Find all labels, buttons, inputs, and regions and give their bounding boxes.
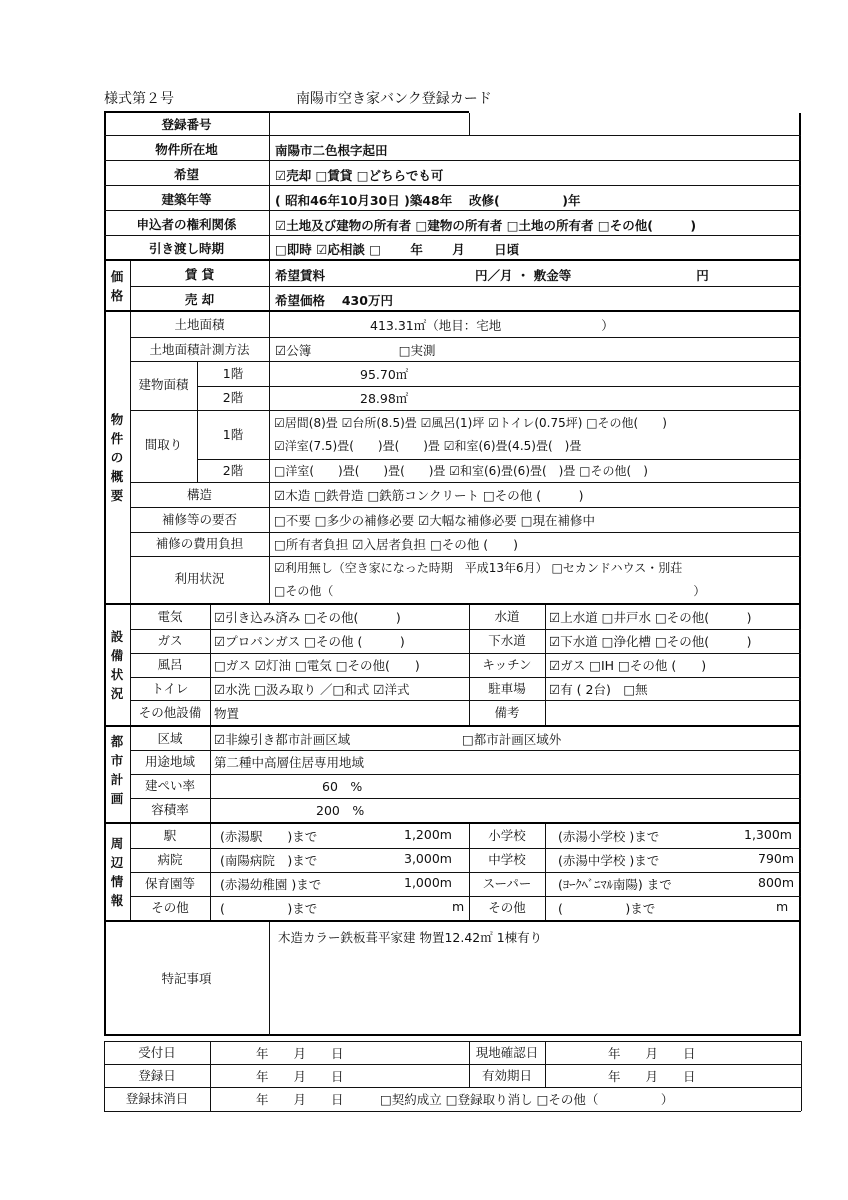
label-bldg-area: 建物面積	[138, 377, 189, 392]
label-gas: ガス	[157, 633, 183, 648]
section-price: 価格	[110, 269, 124, 303]
value-elementary-dist: 1,300m	[744, 827, 792, 842]
value-structure: ☑木造 □鉄骨造 □鉄筋コンクリート □その他 ( )	[274, 488, 584, 503]
value-nursery-name: (赤湯幼稚園 )まで	[220, 877, 322, 892]
value-rent: 希望賃料 円／月 ・ 敷金等 円	[275, 268, 709, 283]
value-zone-a: ☑非線引き都市計画区域	[214, 732, 351, 747]
value-parking: ☑有 ( 2台) □無	[549, 682, 648, 697]
label-special-notes: 特記事項	[161, 971, 212, 986]
label-madori-f1: 1階	[222, 427, 244, 442]
label-madori: 間取り	[144, 437, 183, 452]
label-built: 建築年等	[161, 192, 212, 207]
label-handover: 引き渡し時期	[148, 241, 224, 256]
label-repair: 補修等の要否	[161, 512, 237, 527]
form-number: 様式第２号	[104, 91, 174, 107]
label-station: 駅	[163, 828, 177, 843]
label-land-area: 土地面積	[174, 317, 225, 332]
value-supermarket-dist: 800m	[758, 875, 795, 890]
page-title: 南陽市空き家バンク登録カード	[296, 91, 492, 107]
value-sewer: ☑下水道 □浄化槽 □その他( )	[549, 634, 752, 649]
value-usage-1: ☑利用無し（空き家になった時期 平成13年6月） □セカンドハウス・別荘	[274, 561, 683, 575]
value-electric: ☑引き込み済み □その他( )	[214, 610, 401, 625]
label-repair-cost: 補修の費用負担	[155, 536, 244, 551]
value-repair: □不要 □多少の補修必要 ☑大幅な補修必要 □現在補修中	[274, 513, 596, 528]
value-land-area: 413.31㎡（地目：宅地 ）	[370, 318, 614, 333]
value-usage-2: □その他（ ）	[274, 584, 706, 598]
section-nearby: 周辺情報	[110, 836, 124, 908]
section-facilities: 設備状況	[110, 629, 124, 701]
value-sale: 希望価格 430万円	[275, 293, 393, 308]
value-nursery-dist: 1,000m	[404, 875, 452, 890]
label-nursery: 保育園等	[144, 876, 195, 891]
value-other-near-2-dist: m	[776, 899, 789, 914]
value-rights: ☑土地及び建物の所有者 □建物の所有者 □土地の所有者 □その他( )	[275, 218, 697, 233]
value-registered-date: 年 月 日	[256, 1069, 344, 1084]
label-reg-no: 登録番号	[161, 117, 212, 132]
value-supermarket-name: (ﾖｰｸﾍﾞﾆﾏﾙ南陽) まで	[558, 877, 672, 892]
label-zone: 区域	[157, 731, 183, 746]
label-rent: 賃 貸	[184, 267, 215, 282]
value-repair-cost: □所有者負担 ☑入居者負担 □その他 ( )	[274, 537, 519, 552]
label-expiry-date: 有効期日	[481, 1068, 532, 1083]
label-supermarket: スーパー	[482, 876, 532, 891]
value-special-notes: 木造カラー鉄板葺平家建 物置12.42㎡ 1棟有り	[278, 930, 543, 945]
label-kitchen: キッチン	[482, 657, 532, 672]
value-elementary-name: (赤湯小学校 )まで	[558, 829, 660, 844]
label-location: 物件所在地	[155, 142, 218, 157]
value-toilet: ☑水洗 □汲み取り ／□和式 ☑洋式	[214, 682, 410, 697]
value-wish: ☑売却 □賃貸 □どちらでも可	[275, 168, 444, 183]
value-hospital-name: (南陽病院 )まで	[220, 853, 318, 868]
label-rights: 申込者の権利関係	[136, 217, 237, 232]
label-usage: 利用状況	[174, 571, 225, 586]
value-station-dist: 1,200m	[404, 827, 452, 842]
value-coverage: 60 %	[322, 779, 363, 794]
label-coverage: 建ぺい率	[144, 778, 195, 793]
value-received-date: 年 月 日	[256, 1046, 344, 1061]
value-bath: □ガス ☑灯油 □電気 □その他( )	[214, 658, 420, 673]
label-bath: 風呂	[157, 657, 183, 672]
value-floor2-area: 28.98㎡	[360, 391, 409, 406]
section-city-planning: 都市計画	[110, 734, 124, 806]
label-received-date: 受付日	[138, 1045, 176, 1060]
value-measure: ☑公簿 □実測	[275, 343, 436, 358]
label-structure: 構造	[186, 487, 212, 502]
value-other-equip: 物置	[214, 706, 240, 721]
value-other-near-2-name: ( )まで	[558, 901, 656, 916]
value-hospital-dist: 3,000m	[404, 851, 452, 866]
label-elementary: 小学校	[488, 828, 526, 843]
value-madori-f1a: ☑居間(8)畳 ☑台所(8.5)畳 ☑風呂(1)坪 ☑トイレ(0.75坪) □その他( )	[274, 416, 667, 430]
value-madori-f1b: ☑洋室(7.5)畳( )畳( )畳 ☑和室(6)畳(4.5)畳( )畳	[274, 439, 582, 453]
value-floor1-area: 95.70㎡	[360, 367, 409, 382]
label-sewer: 下水道	[488, 633, 526, 648]
label-registered-date: 登録日	[138, 1068, 176, 1083]
value-expiry-date: 年 月 日	[608, 1069, 696, 1084]
label-site-check-date: 現地確認日	[475, 1045, 539, 1060]
value-station-name: (赤湯駅 )まで	[220, 829, 318, 844]
label-sale: 売 却	[184, 292, 215, 307]
value-site-check-date: 年 月 日	[608, 1046, 696, 1061]
value-madori-f2: □洋室( )畳( )畳( )畳 ☑和室(6)畳(6)畳( )畳 □その他( )	[274, 464, 648, 478]
label-other-near: その他	[151, 900, 189, 915]
value-location: 南陽市二色根字起田	[275, 143, 388, 158]
value-zone-b: □都市計画区域外	[462, 732, 562, 747]
value-other-near-name: ( )まで	[220, 901, 318, 916]
label-water: 水道	[494, 609, 520, 624]
label-measure: 土地面積計測方法	[149, 342, 250, 357]
label-wish: 希望	[173, 167, 199, 182]
label-toilet: トイレ	[151, 681, 189, 696]
value-handover: □即時 ☑応相談 □ 年 月 日頃	[275, 242, 520, 257]
label-parking: 駐車場	[488, 681, 526, 696]
label-electric: 電気	[157, 609, 183, 624]
label-remarks: 備考	[494, 705, 520, 720]
label-deregistered-date: 登録抹消日	[125, 1091, 189, 1106]
value-built: ( 昭和46年10月30日 )築48年 改修( )年	[275, 193, 581, 208]
value-deregistration-reason: □契約成立 □登録取り消し □その他（ ）	[380, 1092, 674, 1107]
label-other-equip: その他設備	[138, 705, 202, 720]
label-floor1: 1階	[222, 366, 244, 381]
label-other-near-2: その他	[488, 900, 526, 915]
label-floor2: 2階	[222, 390, 244, 405]
label-land-use: 用途地域	[144, 754, 195, 769]
label-floor-area-ratio: 容積率	[151, 802, 189, 817]
value-floor-area-ratio: 200 %	[316, 803, 365, 818]
value-junior-high-name: (赤湯中学校 )まで	[558, 853, 660, 868]
value-kitchen: ☑ガス □IH □その他 ( )	[549, 658, 707, 673]
section-overview: 物件の概要	[110, 412, 124, 503]
label-junior-high: 中学校	[488, 852, 526, 867]
value-other-near-dist: m	[452, 899, 465, 914]
value-water: ☑上水道 □井戸水 □その他( )	[549, 610, 752, 625]
label-madori-f2: 2階	[222, 463, 244, 478]
value-junior-high-dist: 790m	[758, 851, 795, 866]
value-land-use: 第二種中高層住居専用地域	[214, 755, 365, 770]
label-hospital: 病院	[157, 852, 183, 867]
value-gas: ☑プロパンガス □その他 ( )	[214, 634, 405, 649]
value-deregistered-date: 年 月 日	[256, 1092, 344, 1107]
